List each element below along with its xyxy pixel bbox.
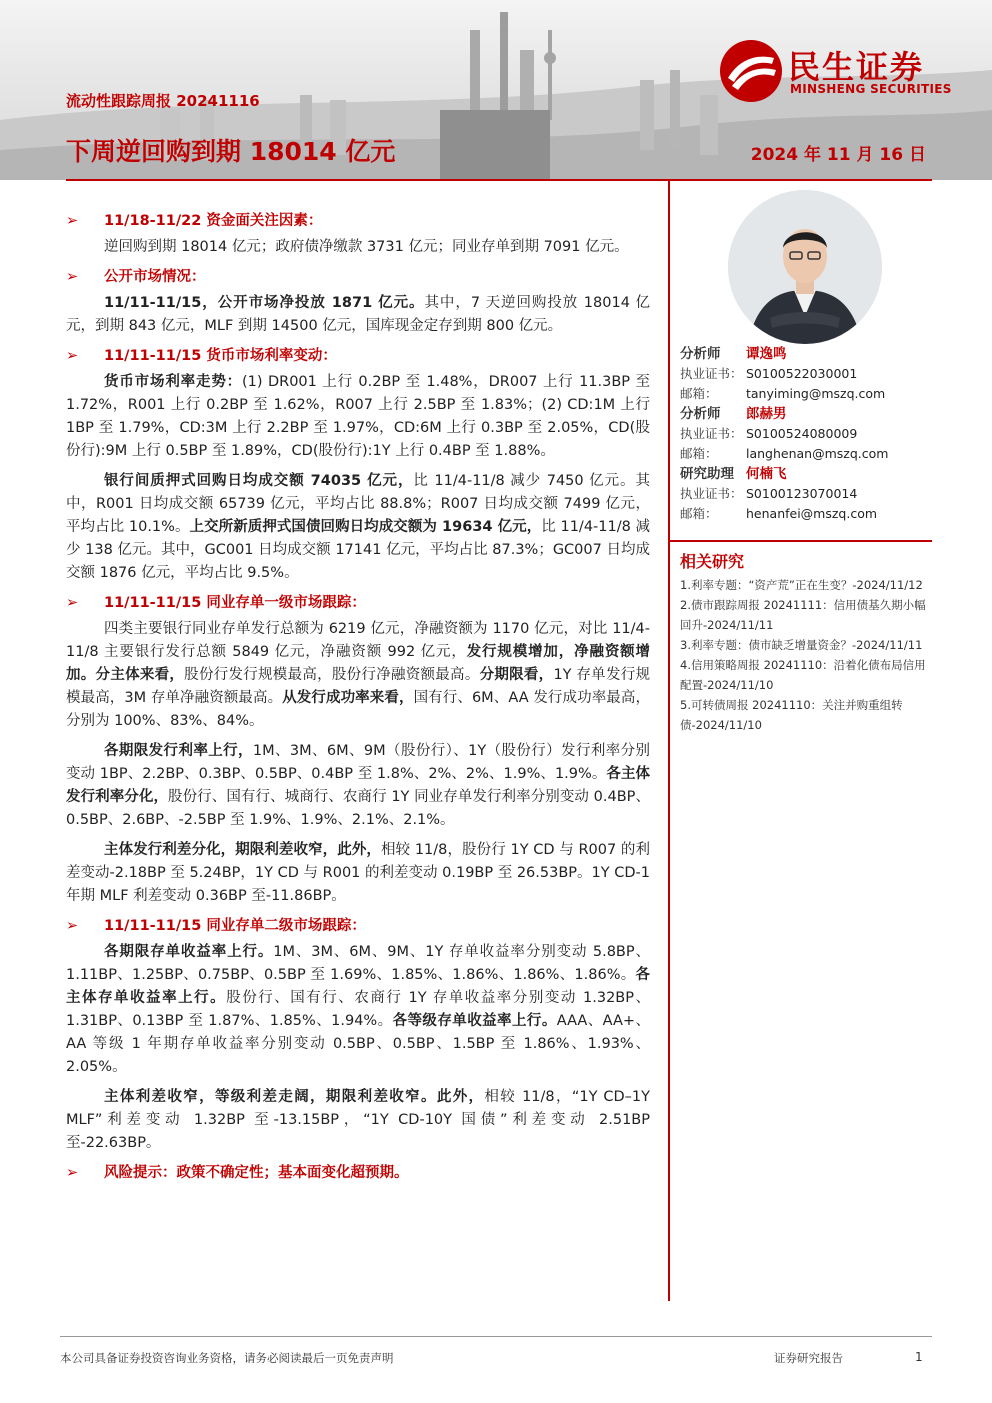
analyst-cert-row (680, 364, 932, 384)
analyst-role: 分析师 (680, 346, 721, 362)
analyst-role: 研究助理 (680, 466, 734, 482)
emphasis-text: 发行规模增加，净融资额增加。分主体来看， (66, 644, 651, 683)
section-heading (66, 210, 650, 233)
emphasis-text: 各期限存单收益率上行。 (104, 944, 274, 960)
related-research-item[interactable]: 1.利率专题：“资产荒”正在生变？-2024/11/12 (680, 578, 923, 592)
column-divider (668, 181, 670, 1301)
emphasis-text: 从发行成功率来看， (282, 690, 414, 706)
emphasis-text: 上交所新质押式国债回购日均成交额为 19634 亿元， (189, 519, 542, 535)
emphasis-text: 11/11-11/15，公开市场净投放 1871 亿元。 (104, 295, 425, 311)
logo-english-name: MINSHENG SECURITIES (790, 82, 952, 96)
body-paragraph (66, 292, 650, 338)
analyst-name: 谭逸鸣 (746, 346, 787, 362)
body-paragraph (66, 941, 650, 1079)
body-paragraph (66, 618, 650, 733)
arrow-bullet-icon: ➢ (66, 269, 79, 285)
body-text: 股份行、国有行、城商行、农商行 1Y 同业存单发行利率分别变动 0.4BP、0.5BP、2.6BP、-2.5BP 至 1.9%、1.9%、2.1%、2.1%。 (66, 789, 650, 828)
section-heading (66, 915, 650, 938)
body-paragraph (66, 839, 650, 908)
main-content (66, 206, 650, 1185)
email-address[interactable]: langhenan@mszq.com (746, 446, 889, 461)
cert-number: S0100524080009 (746, 426, 858, 441)
header-divider (66, 179, 932, 181)
section-title: 11/11-11/15 货币市场利率变动： (104, 348, 337, 364)
emphasis-text: 货币市场利率走势： (104, 374, 242, 390)
emphasis-text: 银行间质押式回购日均成交额 74035 亿元， (104, 473, 414, 489)
body-text: 股份行发行规模最高，股份行净融资额最高。 (184, 667, 480, 683)
analyst-name: 郎赫男 (746, 406, 787, 422)
email-label: 邮箱： (680, 506, 718, 521)
section-heading (66, 592, 650, 615)
emphasis-text: 各等级存单收益率上行。 (392, 1013, 557, 1029)
section-title: 风险提示： (104, 1165, 177, 1181)
body-text: 1M、3M、6M、9M、1Y 存单收益率分别变动 5.8BP、1.11BP、1.25BP、0.75BP、0.5BP 至 1.69%、1.85%、1.86%、1.86%、1.86%。 (66, 944, 651, 983)
related-research-item[interactable]: 4.信用策略周报 20241110：沿着化债布局信用配置-2024/11/10 (680, 658, 926, 692)
analyst-email-row (680, 384, 932, 404)
logo-chinese-name: 民生证券 (788, 48, 925, 86)
report-header (0, 0, 992, 180)
arrow-bullet-icon: ➢ (66, 1165, 79, 1181)
body-paragraph (66, 371, 650, 463)
footer-disclaimer: 本公司具备证券投资咨询业务资格，请务必阅读最后一页免责声明 (60, 1351, 394, 1365)
related-research-title: 相关研究 (680, 552, 745, 571)
emphasis-text: 各主体发行利率分化， (66, 766, 650, 805)
emphasis-text: 主体发行利差分化，期限利差收窄，此外， (104, 842, 381, 858)
body-text: 1M、3M、6M、9M（股份行）、1Y（股份行）发行利率分别变动 1BP、2.2BP、0.3BP、0.5BP、0.4BP 至 1.8%、2%、2%、1.9%、1.9%。 (66, 743, 650, 782)
email-address[interactable]: tanyiming@mszq.com (746, 386, 886, 401)
footer-divider (60, 1336, 932, 1337)
analyst-list (680, 344, 932, 524)
footer-doc-type: 证券研究报告 (774, 1351, 843, 1365)
body-text: 其中，7 天逆回购投放 18014 亿元，到期 843 亿元，MLF 到期 14500 亿元，国库现金定存到期 800 亿元。 (66, 295, 650, 334)
section-title: 11/18-11/22 资金面关注因素： (104, 213, 323, 229)
body-text: 相较 11/8，“1Y CD–1Y MLF”利差变动 1.32BP 至-13.15BP，“1Y CD-10Y 国债”利差变动 2.51BP 至-22.63BP。 (66, 1089, 651, 1151)
body-text: 相较 11/8，股份行 1Y CD 与 R007 的利差变动-2.18BP 至 5.24BP，1Y CD 与 R001 的利差变动 0.19BP 至 26.53BP。1Y CD-1 年期 MLF 利差变动 0.36BP 至-11.86BP。 (66, 842, 650, 904)
analyst-name-row (680, 404, 932, 424)
cert-number: S0100123070014 (746, 486, 858, 501)
analyst-email-row (680, 444, 932, 464)
body-text: 比 11/4-11/8 减少 7450 亿元。其中，R001 日均成交额 65739 亿元，平均占比 88.8%；R007 日均成交额 7499 亿元，平均占比 10.1%。 (66, 473, 650, 535)
body-text: (1) DR001 上行 0.2BP 至 1.48%，DR007 上行 11.3BP 至 1.72%，R001 上行 0.2BP 至 1.62%，R007 上行 2.5BP 至 1.83%；(2) CD:1M 上行 1BP 至 1.79%，CD:3M 上行 2.2BP 至 1.97%，CD:6M 上行 0.3BP 至 2.05%，CD(股份行):9M 上行 0.5BP 至 1.89%，CD(股份行):1Y 上行 0.4BP 至 1.88%。 (66, 374, 650, 459)
related-research-item[interactable]: 3.利率专题：债市缺乏增量资金？-2024/11/11 (680, 638, 923, 652)
email-label: 邮箱： (680, 446, 718, 461)
body-text: 逆回购到期 18014 亿元；政府债净缴款 3731 亿元；同业存单到期 7091 亿元。 (104, 239, 629, 255)
analyst-role: 分析师 (680, 406, 721, 422)
body-paragraph (66, 1086, 650, 1155)
report-date: 2024 年 11 月 16 日 (750, 145, 926, 165)
cert-label: 执业证书： (680, 486, 743, 501)
email-label: 邮箱： (680, 386, 718, 401)
arrow-bullet-icon: ➢ (66, 348, 79, 364)
minsheng-logo (718, 38, 968, 104)
section-title: 11/11-11/15 同业存单二级市场跟踪： (104, 918, 366, 934)
emphasis-text: 分期限看， (479, 667, 554, 683)
body-text: 国有行、6M、AA 发行成功率最高，分别为 100%、83%、84%。 (66, 690, 650, 729)
report-headline: 下周逆回购到期 18014 亿元 (66, 137, 396, 166)
section-title-suffix: 政策不确定性；基本面变化超预期。 (176, 1165, 409, 1181)
section-heading (66, 1162, 650, 1185)
emphasis-text: 各主体存单收益率上行。 (66, 967, 650, 1006)
emphasis-text: 主体利差收窄，等级利差走阔，期限利差收窄。此外， (104, 1089, 485, 1105)
body-paragraph (66, 236, 650, 259)
cert-label: 执业证书： (680, 366, 743, 381)
analyst-name-row (680, 344, 932, 364)
body-text: 四类主要银行同业存单发行总额为 6219 亿元，净融资额为 1170 亿元，对比 11/4-11/8 主要银行发行总额 5849 亿元，净融资额 992 亿元， (66, 621, 650, 660)
related-divider (670, 540, 932, 542)
report-series-title: 流动性跟踪周报 20241116 (66, 92, 260, 110)
body-paragraph (66, 470, 650, 585)
related-research-item[interactable]: 5.可转债周报 20241110：关注并购重组转债-2024/11/10 (680, 698, 903, 732)
minsheng-logo-icon (718, 38, 784, 104)
cert-label: 执业证书： (680, 426, 743, 441)
analyst-name-row (680, 464, 932, 484)
section-heading (66, 345, 650, 368)
section-title: 11/11-11/15 同业存单一级市场跟踪： (104, 595, 366, 611)
cert-number: S0100522030001 (746, 366, 858, 381)
body-text: 1Y 存单发行规模最高，3M 存单净融资额最高。 (66, 667, 650, 706)
body-text: 股份行、国有行、农商行 1Y 存单收益率分别变动 1.32BP、1.31BP、0.13BP 至 1.87%、1.85%、1.94%。 (66, 990, 651, 1029)
body-paragraph (66, 740, 650, 832)
analyst-cert-row (680, 484, 932, 504)
analyst-cert-row (680, 424, 932, 444)
emphasis-text: 各期限发行利率上行， (104, 743, 253, 759)
analyst-photo (728, 190, 882, 344)
arrow-bullet-icon: ➢ (66, 918, 79, 934)
body-text: AAA、AA+、AA 等级 1 年期存单收益率分别变动 0.5BP、0.5BP、1.5BP 至 1.86%、1.93%、2.05%。 (66, 1013, 651, 1075)
section-title: 公开市场情况： (104, 269, 206, 285)
body-text: 比 11/4-11/8 减少 138 亿元。其中，GC001 日均成交额 17141 亿元，平均占比 87.3%；GC007 日均成交额 1876 亿元，平均占比 9.5%。 (66, 519, 650, 581)
analyst-email-row (680, 504, 932, 524)
arrow-bullet-icon: ➢ (66, 213, 79, 229)
related-research-list (680, 575, 930, 735)
page-number: 1 (915, 1350, 923, 1364)
arrow-bullet-icon: ➢ (66, 595, 79, 611)
email-address[interactable]: henanfei@mszq.com (746, 506, 878, 521)
related-research-item[interactable]: 2.债市跟踪周报 20241111：信用债基久期小幅回升-2024/11/11 (680, 598, 926, 632)
section-heading (66, 266, 650, 289)
analyst-name: 何楠飞 (746, 466, 787, 482)
